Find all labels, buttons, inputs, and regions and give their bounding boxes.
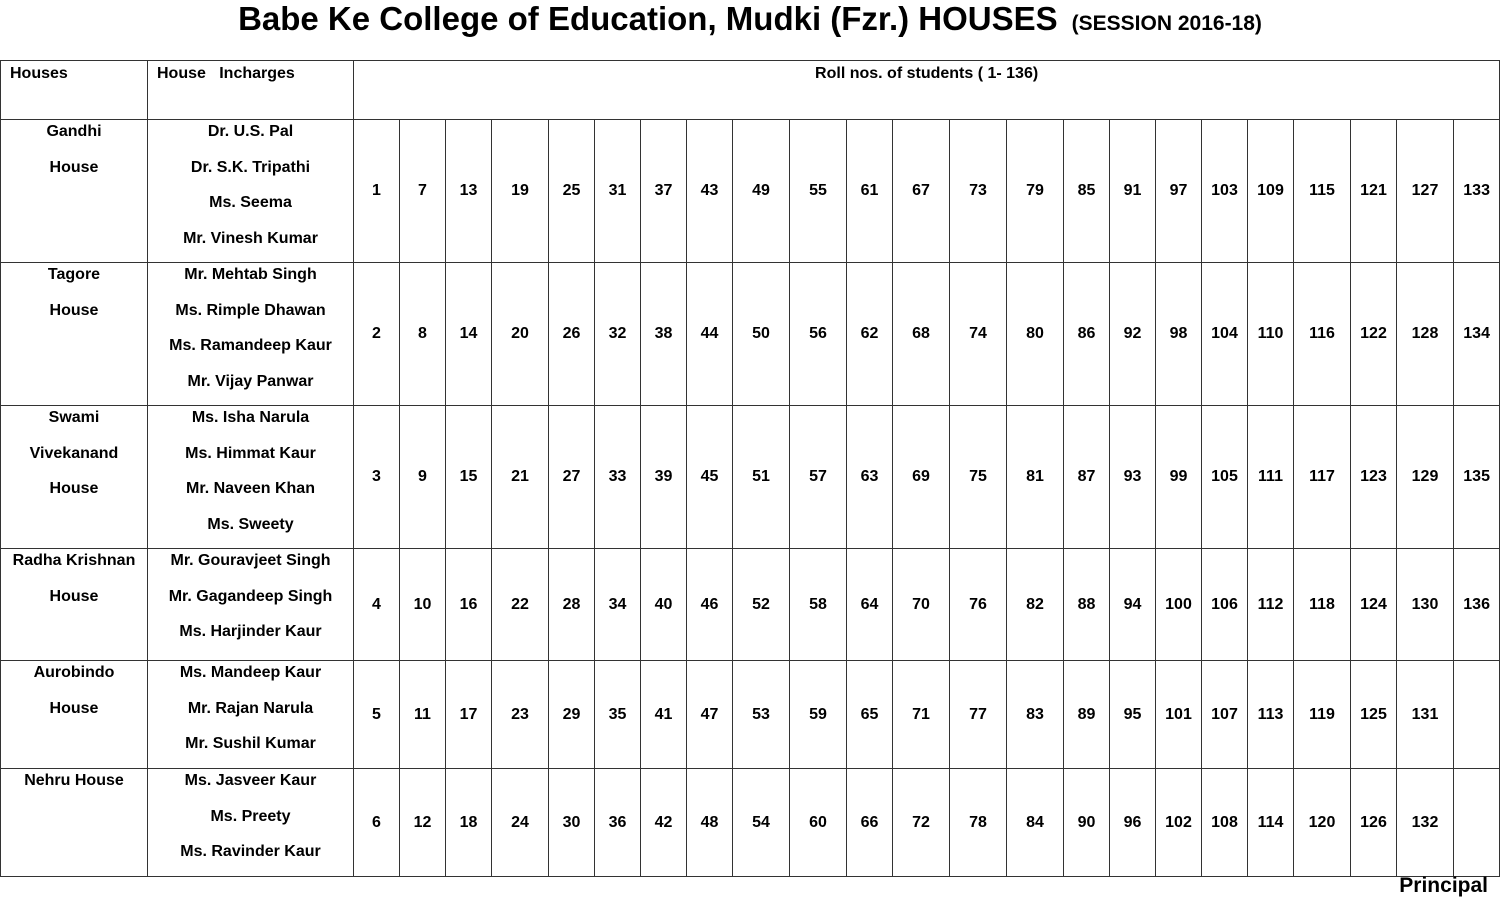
roll-number-cell: 40 [641, 549, 687, 661]
roll-number-cell: 92 [1110, 263, 1156, 406]
roll-number-cell: 91 [1110, 120, 1156, 263]
roll-number-cell: 33 [595, 406, 641, 549]
roll-number-cell: 49 [733, 120, 790, 263]
roll-number-cell: 11 [400, 661, 446, 769]
incharge-name: Ms. Ramandeep Kaur [169, 337, 332, 354]
roll-number-cell: 43 [687, 120, 733, 263]
table-row [1, 661, 1500, 769]
roll-number-cell: 5 [354, 661, 400, 769]
house-name-line: Nehru House [24, 772, 124, 789]
roll-number-cell: 95 [1110, 661, 1156, 769]
roll-number-cell: 79 [1007, 120, 1064, 263]
roll-number-cell: 24 [492, 769, 549, 877]
roll-number-cell: 77 [950, 661, 1007, 769]
incharges-cell [148, 549, 354, 661]
roll-number-cell: 10 [400, 549, 446, 661]
roll-number-cell: 85 [1064, 120, 1110, 263]
roll-number-cell: 50 [733, 263, 790, 406]
roll-number-cell: 93 [1110, 406, 1156, 549]
roll-number-cell: 131 [1397, 661, 1454, 769]
roll-number-cell: 98 [1156, 263, 1202, 406]
roll-number-cell: 134 [1454, 263, 1500, 406]
house-name-cell [1, 769, 148, 877]
incharges-cell [148, 263, 354, 406]
roll-number-cell: 96 [1110, 769, 1156, 877]
roll-number-cell: 69 [893, 406, 950, 549]
roll-number-cell: 84 [1007, 769, 1064, 877]
incharge-name: Mr. Vinesh Kumar [183, 229, 318, 247]
roll-number-cell: 107 [1202, 661, 1248, 769]
roll-number-cell: 14 [446, 263, 492, 406]
roll-number-cell: 105 [1202, 406, 1248, 549]
roll-number-cell: 25 [549, 120, 595, 263]
principal-signature: Principal [1399, 874, 1488, 897]
roll-number-cell: 72 [893, 769, 950, 877]
incharge-name: Mr. Rajan Narula [187, 699, 314, 717]
roll-number-cell: 16 [446, 549, 492, 661]
roll-number-cell: 100 [1156, 549, 1202, 661]
roll-number-cell: 114 [1248, 769, 1294, 877]
roll-number-cell: 63 [847, 406, 893, 549]
incharge-name: Ms. Himmat Kaur [185, 444, 316, 462]
roll-number-cell: 125 [1351, 661, 1397, 769]
roll-number-cell: 51 [733, 406, 790, 549]
roll-number-cell: 47 [687, 661, 733, 769]
roll-number-cell: 53 [733, 661, 790, 769]
roll-number-cell: 15 [446, 406, 492, 549]
roll-number-cell: 97 [1156, 120, 1202, 263]
roll-number-cell: 27 [549, 406, 595, 549]
roll-number-cell: 31 [595, 120, 641, 263]
roll-number-cell: 2 [354, 263, 400, 406]
roll-number-cell: 7 [400, 120, 446, 263]
header-incharges: House Incharges [148, 61, 354, 120]
roll-number-cell: 29 [549, 661, 595, 769]
roll-number-cell: 38 [641, 263, 687, 406]
roll-number-cell: 6 [354, 769, 400, 877]
roll-number-cell: 32 [595, 263, 641, 406]
houses-table [0, 60, 1500, 877]
roll-number-cell: 102 [1156, 769, 1202, 877]
roll-number-cell [1454, 661, 1500, 769]
roll-number-cell: 78 [950, 769, 1007, 877]
roll-number-cell: 113 [1248, 661, 1294, 769]
roll-number-cell: 76 [950, 549, 1007, 661]
roll-number-cell: 19 [492, 120, 549, 263]
roll-number-cell: 26 [549, 263, 595, 406]
session-label: (SESSION 2016-18) [1071, 12, 1262, 35]
incharges-cell [148, 120, 354, 263]
roll-number-cell: 41 [641, 661, 687, 769]
roll-number-cell: 94 [1110, 549, 1156, 661]
table-row [1, 263, 1500, 406]
incharge-name: Ms. Sweety [207, 515, 294, 533]
roll-number-cell: 135 [1454, 406, 1500, 549]
incharge-name: Ms. Ravinder Kaur [180, 843, 321, 860]
roll-number-cell: 121 [1351, 120, 1397, 263]
roll-number-cell [1454, 769, 1500, 877]
roll-number-cell: 23 [492, 661, 549, 769]
roll-number-cell: 73 [950, 120, 1007, 263]
roll-number-cell: 106 [1202, 549, 1248, 661]
roll-number-cell: 112 [1248, 549, 1294, 661]
house-name-cell [1, 406, 148, 549]
house-name-line: House [49, 158, 99, 176]
roll-number-cell: 80 [1007, 263, 1064, 406]
incharge-name: Ms. Jasveer Kaur [184, 772, 317, 789]
roll-number-cell: 126 [1351, 769, 1397, 877]
roll-number-cell: 44 [687, 263, 733, 406]
roll-number-cell: 120 [1294, 769, 1351, 877]
incharge-name: Mr. Gouravjeet Singh [170, 552, 331, 569]
roll-number-cell: 74 [950, 263, 1007, 406]
roll-number-cell: 123 [1351, 406, 1397, 549]
page-title: Babe Ke College of Education, Mudki (Fzr.) HOUSES [238, 0, 1058, 37]
table-row [1, 120, 1500, 263]
roll-number-cell: 83 [1007, 661, 1064, 769]
incharge-name: Ms. Seema [209, 194, 292, 211]
roll-number-cell: 128 [1397, 263, 1454, 406]
roll-number-cell: 127 [1397, 120, 1454, 263]
roll-number-cell: 66 [847, 769, 893, 877]
roll-number-cell: 109 [1248, 120, 1294, 263]
roll-number-cell: 59 [790, 661, 847, 769]
roll-number-cell: 34 [595, 549, 641, 661]
roll-number-cell: 115 [1294, 120, 1351, 263]
roll-number-cell: 22 [492, 549, 549, 661]
roll-number-cell: 36 [595, 769, 641, 877]
roll-number-cell: 45 [687, 406, 733, 549]
house-name-line: House [49, 587, 99, 605]
roll-number-cell: 108 [1202, 769, 1248, 877]
house-name-line: House [49, 480, 99, 497]
roll-number-cell: 8 [400, 263, 446, 406]
roll-number-cell: 21 [492, 406, 549, 549]
roll-number-cell: 37 [641, 120, 687, 263]
incharge-name: Ms. Rimple Dhawan [175, 301, 326, 319]
roll-number-cell: 65 [847, 661, 893, 769]
roll-number-cell: 1 [354, 120, 400, 263]
house-name-line: Tagore [47, 266, 101, 283]
house-name-line: House [49, 699, 99, 717]
house-name-line: Radha Krishnan [12, 552, 136, 569]
roll-number-cell: 60 [790, 769, 847, 877]
roll-number-cell: 35 [595, 661, 641, 769]
incharge-name: Dr. S.K. Tripathi [190, 158, 311, 176]
roll-number-cell: 13 [446, 120, 492, 263]
roll-number-cell: 12 [400, 769, 446, 877]
roll-number-cell: 61 [847, 120, 893, 263]
roll-number-cell: 87 [1064, 406, 1110, 549]
roll-number-cell: 130 [1397, 549, 1454, 661]
roll-number-cell: 90 [1064, 769, 1110, 877]
header-houses: Houses [1, 61, 148, 120]
roll-number-cell: 56 [790, 263, 847, 406]
roll-number-cell: 57 [790, 406, 847, 549]
roll-number-cell: 18 [446, 769, 492, 877]
page-title-block [0, 0, 1500, 40]
roll-number-cell: 132 [1397, 769, 1454, 877]
roll-number-cell: 110 [1248, 263, 1294, 406]
roll-number-cell: 67 [893, 120, 950, 263]
roll-number-cell: 68 [893, 263, 950, 406]
table-row [1, 769, 1500, 877]
roll-number-cell: 55 [790, 120, 847, 263]
incharge-name: Mr. Vijay Panwar [187, 372, 314, 390]
incharge-name: Dr. U.S. Pal [207, 123, 294, 140]
roll-number-cell: 119 [1294, 661, 1351, 769]
roll-number-cell: 81 [1007, 406, 1064, 549]
roll-number-cell: 58 [790, 549, 847, 661]
house-name-line: Swami [48, 409, 100, 426]
incharges-cell [148, 769, 354, 877]
incharge-name: Ms. Harjinder Kaur [179, 623, 322, 640]
roll-number-cell: 75 [950, 406, 1007, 549]
roll-number-cell: 136 [1454, 549, 1500, 661]
roll-number-cell: 103 [1202, 120, 1248, 263]
roll-number-cell: 101 [1156, 661, 1202, 769]
roll-number-cell: 17 [446, 661, 492, 769]
incharge-name: Ms. Isha Narula [191, 409, 310, 426]
header-roll-numbers: Roll nos. of students ( 1- 136) [354, 61, 1500, 120]
roll-number-cell: 30 [549, 769, 595, 877]
incharge-name: Ms. Preety [210, 807, 291, 825]
table-row [1, 406, 1500, 549]
roll-number-cell: 9 [400, 406, 446, 549]
house-name-cell [1, 120, 148, 263]
incharge-name: Mr. Mehtab Singh [184, 266, 317, 283]
incharge-name: Mr. Gagandeep Singh [168, 587, 333, 605]
incharge-name: Mr. Sushil Kumar [185, 735, 316, 752]
house-name-line: House [49, 301, 99, 319]
roll-number-cell: 122 [1351, 263, 1397, 406]
roll-number-cell: 20 [492, 263, 549, 406]
roll-number-cell: 42 [641, 769, 687, 877]
table-row [1, 549, 1500, 661]
incharges-cell [148, 406, 354, 549]
roll-number-cell: 133 [1454, 120, 1500, 263]
roll-number-cell: 46 [687, 549, 733, 661]
incharge-name: Mr. Naveen Khan [186, 480, 315, 497]
roll-number-cell: 89 [1064, 661, 1110, 769]
house-name-line: Gandhi [46, 123, 102, 140]
house-name-cell [1, 549, 148, 661]
header-row [1, 61, 1500, 120]
incharge-name: Ms. Mandeep Kaur [179, 664, 322, 681]
roll-number-cell: 48 [687, 769, 733, 877]
roll-number-cell: 99 [1156, 406, 1202, 549]
roll-number-cell: 54 [733, 769, 790, 877]
roll-number-cell: 129 [1397, 406, 1454, 549]
roll-number-cell: 39 [641, 406, 687, 549]
house-name-line: Vivekanand [29, 444, 119, 462]
roll-number-cell: 117 [1294, 406, 1351, 549]
roll-number-cell: 116 [1294, 263, 1351, 406]
roll-number-cell: 118 [1294, 549, 1351, 661]
roll-number-cell: 86 [1064, 263, 1110, 406]
table-body [1, 120, 1500, 877]
roll-number-cell: 124 [1351, 549, 1397, 661]
roll-number-cell: 88 [1064, 549, 1110, 661]
roll-number-cell: 64 [847, 549, 893, 661]
house-name-line: Aurobindo [33, 664, 115, 681]
roll-number-cell: 3 [354, 406, 400, 549]
incharges-cell [148, 661, 354, 769]
roll-number-cell: 111 [1248, 406, 1294, 549]
house-name-cell [1, 263, 148, 406]
roll-number-cell: 4 [354, 549, 400, 661]
roll-number-cell: 52 [733, 549, 790, 661]
roll-number-cell: 104 [1202, 263, 1248, 406]
roll-number-cell: 71 [893, 661, 950, 769]
roll-number-cell: 62 [847, 263, 893, 406]
house-name-cell [1, 661, 148, 769]
roll-number-cell: 70 [893, 549, 950, 661]
roll-number-cell: 28 [549, 549, 595, 661]
roll-number-cell: 82 [1007, 549, 1064, 661]
